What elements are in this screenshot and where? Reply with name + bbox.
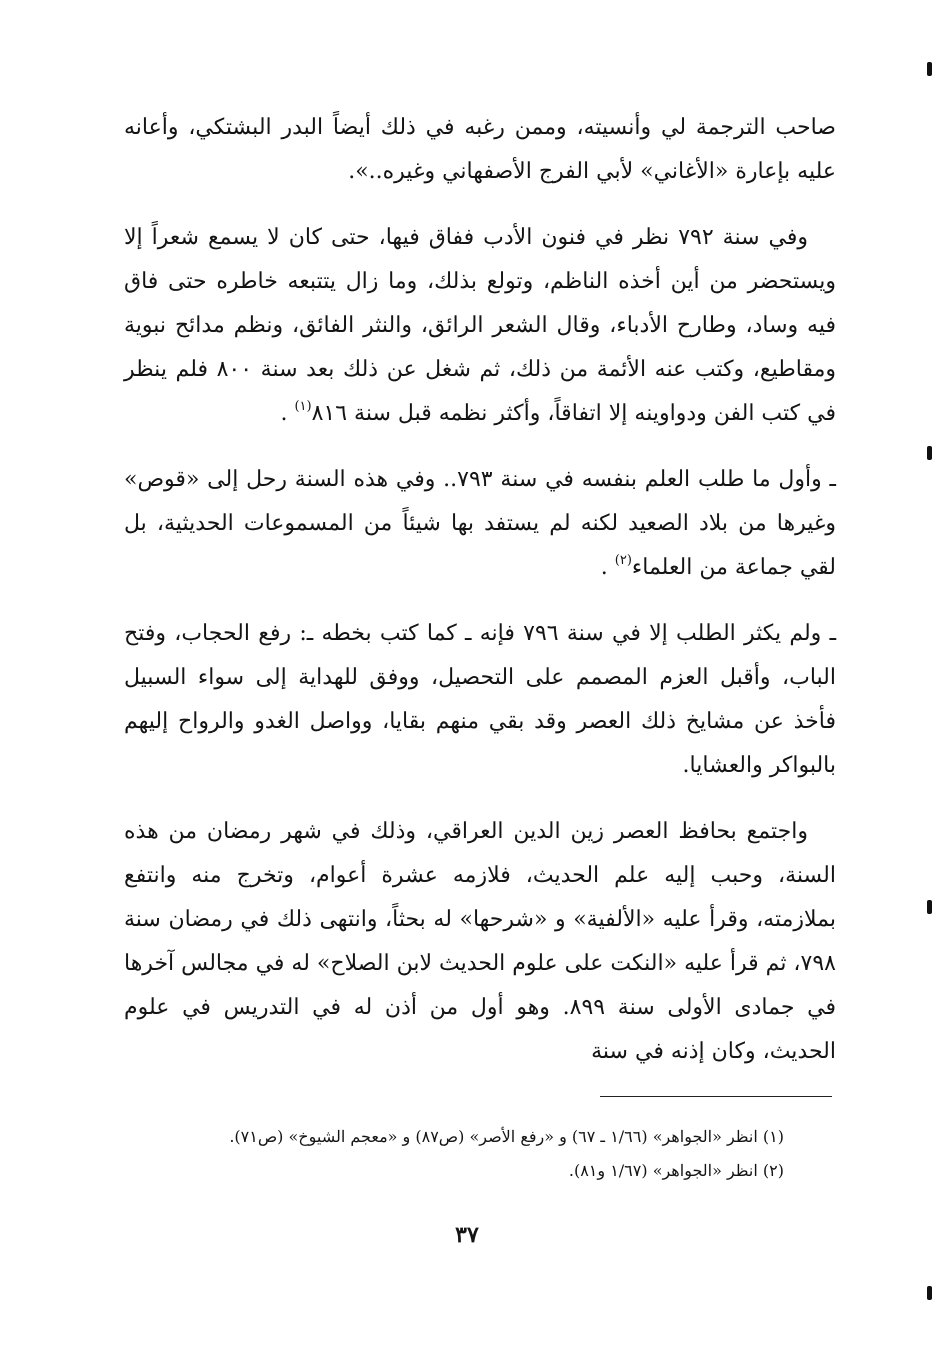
- edge-mark: [927, 62, 932, 76]
- footnote-separator: [600, 1096, 832, 1097]
- paragraph-5: واجتمع بحافظ العصر زين الدين العراقي، وذلك في شهر رمضان من هذه السنة، وحبب إليه علم الحديث، فلازمه عشرة أعوام، وتخرج منه وانتفع بملازمته، وقرأ عليه «الألفية» و «شرحها» له بحثاً، وانتهى ذلك في رمضان سنة ٧٩٨، ثم قرأ عليه «النكت على علوم الحديث لابن الصلاح» له في مجالس آخرها في جمادى الأولى سنة ٨٩٩. وهو أول من أذن له في التدريس في علوم الحديث، وكان إذنه في سنة: [124, 819, 836, 1064]
- page-number: ٣٧: [455, 1222, 479, 1248]
- paragraph-4: ـ ولم يكثر الطلب إلا في سنة ٧٩٦ فإنه ـ كما كتب بخطه ـ: رفع الحجاب، وفتح الباب، وأقبل العزم المصمم على التحصيل، ووفق للهداية إلى سواء السبيل فأخذ عن مشايخ ذلك العصر وقد بقي منهم بقايا، وواصل الغدو والرواح إليهم بالبواكر والعشايا.: [124, 621, 837, 778]
- footnote-2: (٢) انظر «الجواهر» (١/٦٧ و٨١).: [568, 1161, 784, 1180]
- footnote-marker-1: (١): [294, 399, 312, 414]
- paragraph-1: صاحب الترجمة لي وأنسيته، وممن رغبه في ذلك أيضاً البدر البشتكي، وأعانه عليه بإعارة «الأغاني» لأبي الفرج الأصفهاني وغيره..».: [124, 115, 836, 184]
- footnotes: [124, 1120, 784, 1188]
- paragraph-2: وفي سنة ٧٩٢ نظر في فنون الأدب ففاق فيها، حتى كان لا يسمع شعراً إلا ويستحضر من أين أخذه الناظم، وتولع بذلك، وما زال يتتبعه خاطره حتى فاق فيه وساد، وطارح الأدباء، وقال الشعر الرائق، والنثر الفائق، ونظم مدائح نبوية ومقاطيع، وكتب عنه الأئمة من ذلك، ثم شغل عن ذلك بعد سنة ٨٠٠ فلم ينظر في كتب الفن ودواوينه إلا اتفاقاً، وأكثر نظمه قبل سنة ٨١٦$^{(١)}$ .: [124, 225, 836, 426]
- footnote-1: (١) انظر «الجواهر» (١/٦٦ ـ ٦٧) و «رفع الأصر» (ص٨٧) و «معجم الشيوخ» (ص٧١).: [229, 1127, 784, 1146]
- edge-mark: [927, 1286, 932, 1300]
- main-text: [124, 106, 836, 1074]
- edge-mark: [927, 900, 932, 914]
- paragraph-3: ـ وأول ما طلب العلم بنفسه في سنة ٧٩٣.. وفي هذه السنة رحل إلى «قوص» وغيرها من بلاد الصعيد لكنه لم يستفد بها شيئاً من المسموعات الحديثية، بل لقي جماعة من العلماء$^{(٢)}$ .: [124, 467, 836, 580]
- footnote-marker-2: (٢): [614, 553, 632, 568]
- edge-mark: [927, 446, 932, 460]
